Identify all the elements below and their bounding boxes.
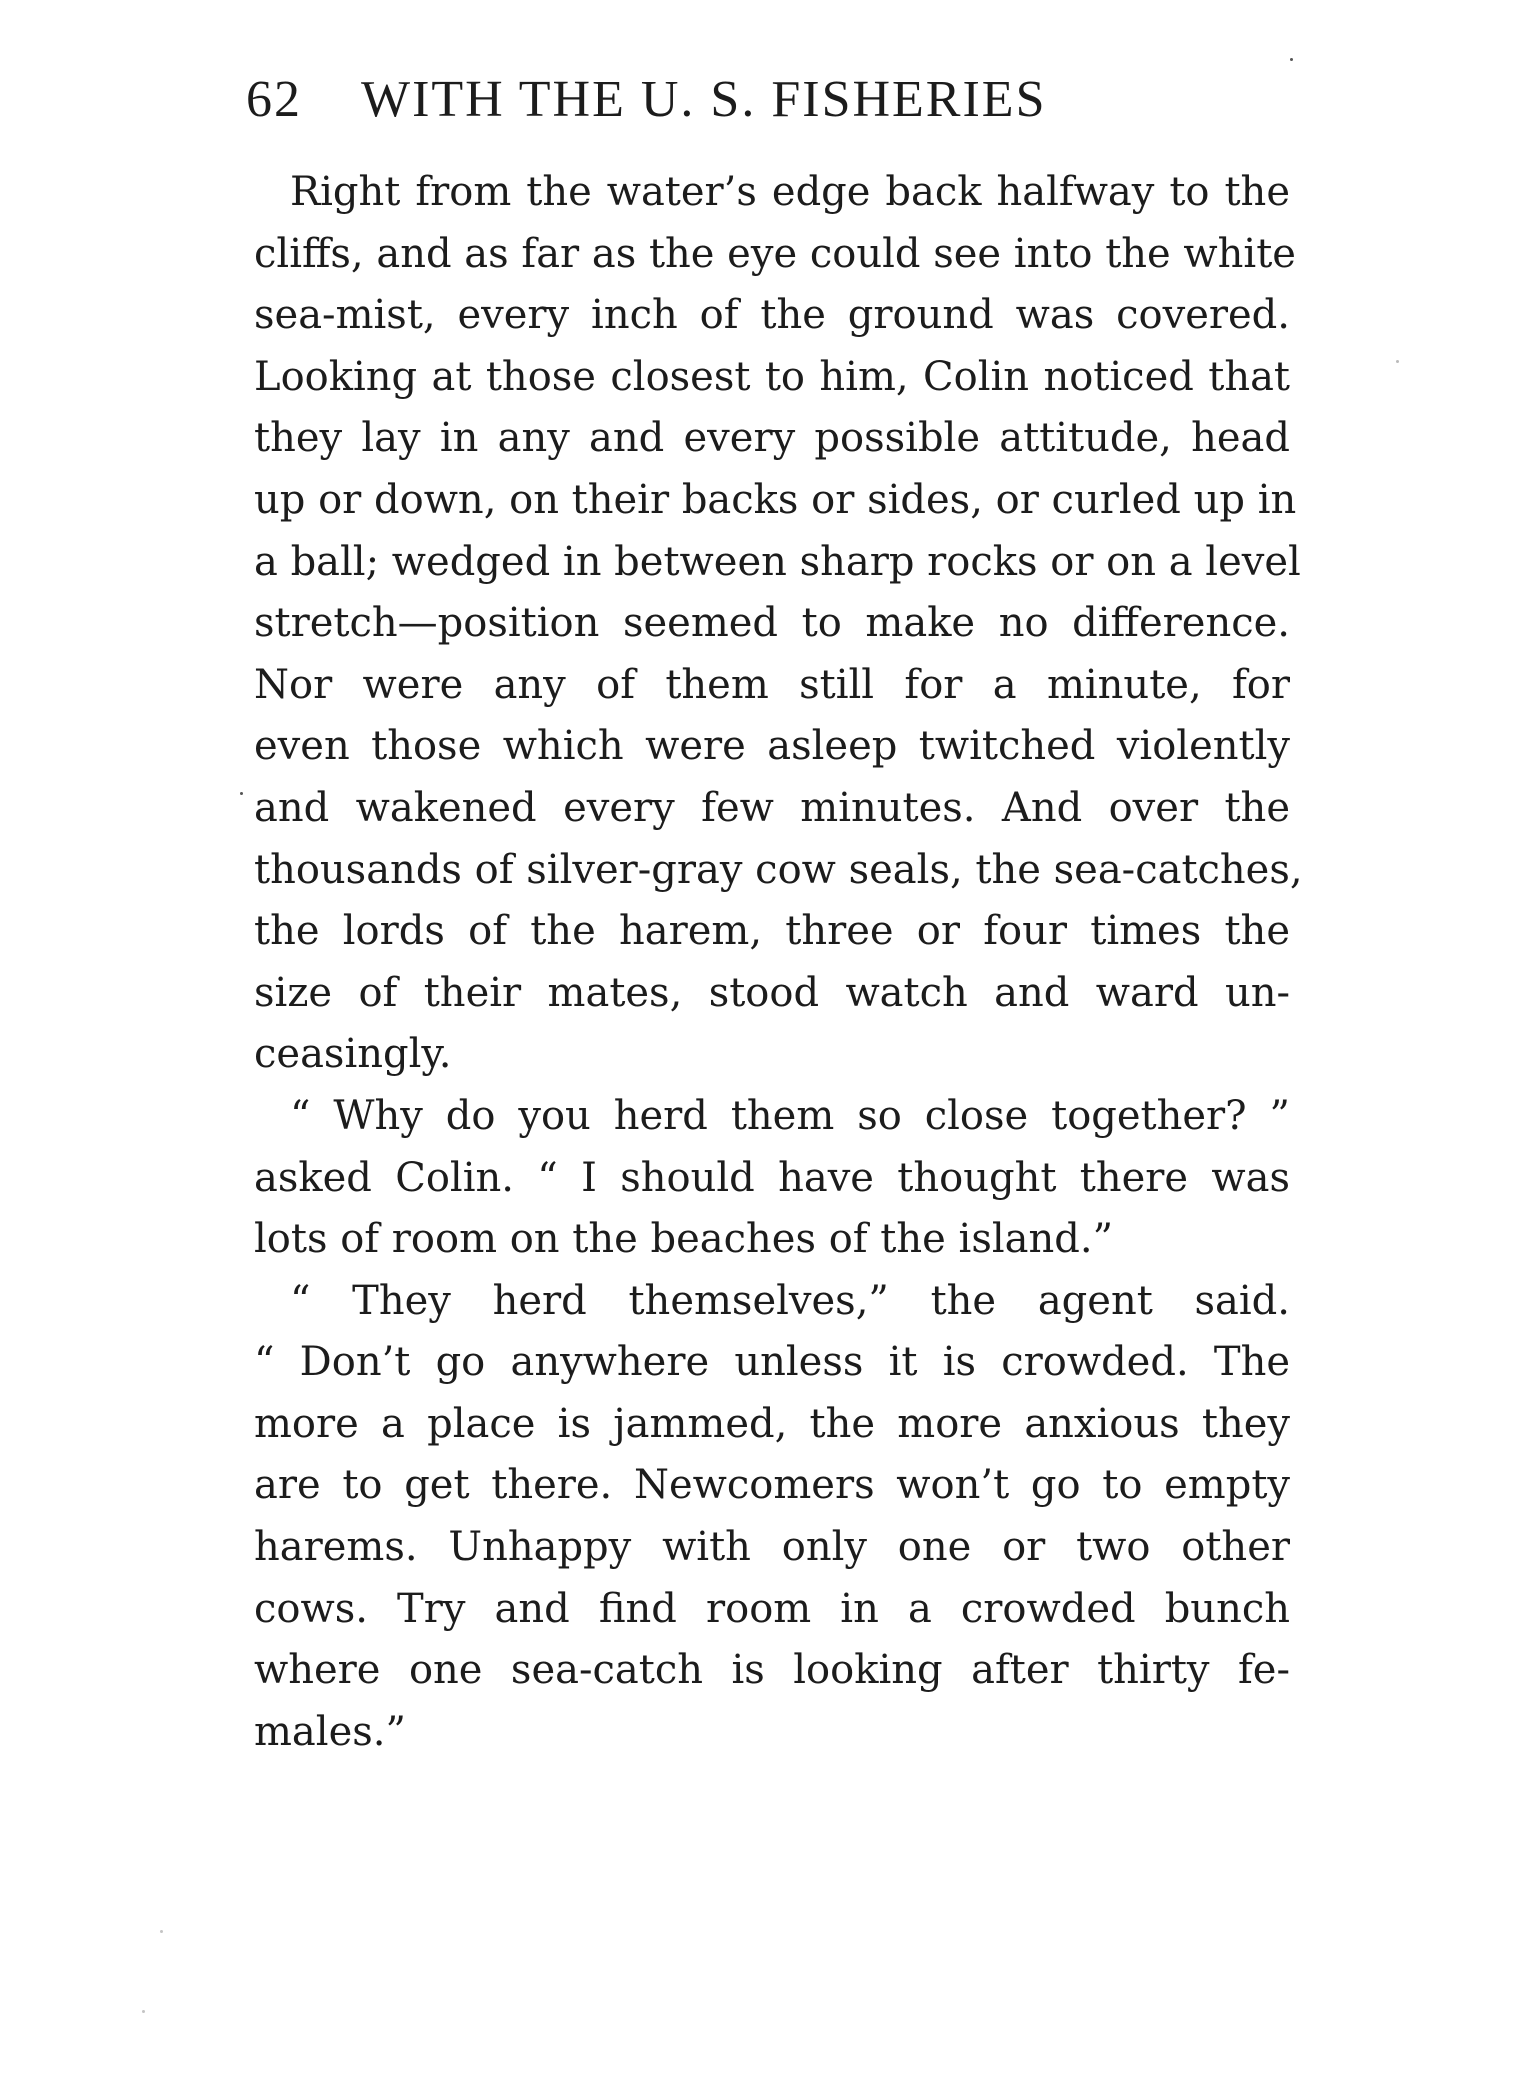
text-line: and wakened every few minutes. And over the (254, 784, 1290, 831)
text-line: “ They herd themselves,” the agent said. (290, 1277, 1290, 1324)
text-line: “ Don’t go anywhere unless it is crowded. The (254, 1339, 1290, 1386)
text-line: lots of room on the beaches of the island.” (254, 1216, 1114, 1263)
paragraph-2 (254, 1086, 1290, 1271)
body-text (254, 162, 1303, 1763)
text-line: they lay in any and every possible attitude, head (254, 415, 1290, 462)
text-line: ceasingly. (254, 1031, 452, 1078)
scan-speck (240, 792, 243, 795)
text-line: where one sea-catch is looking after thirty fe- (254, 1647, 1290, 1694)
scan-speck (160, 1930, 163, 1933)
text-line: a ball; wedged in between sharp rocks or on a level (254, 538, 1301, 585)
text-line: Nor were any of them still for a minute, for (254, 661, 1290, 708)
text-line: cliffs, and as far as the eye could see into the white (254, 230, 1296, 277)
page-number: 62 (246, 71, 302, 128)
text-line: the lords of the harem, three or four times the (254, 908, 1290, 955)
text-line: cows. Try and find room in a crowded bunch (254, 1585, 1290, 1632)
paragraph-1 (254, 162, 1303, 1086)
scan-speck (1290, 58, 1293, 61)
text-line: asked Colin. “ I should have thought there was (254, 1154, 1290, 1201)
text-line: are to get there. Newcomers won’t go to empty (254, 1462, 1290, 1509)
scan-speck (1396, 360, 1399, 363)
text-line: harems. Unhappy with only one or two other (254, 1524, 1290, 1571)
text-line: Looking at those closest to him, Colin noticed that (254, 353, 1290, 400)
text-line: stretch—position seemed to make no difference. (254, 600, 1290, 647)
text-line: Right from the water’s edge back halfway to the (290, 169, 1290, 215)
text-line: size of their mates, stood watch and ward un- (254, 969, 1290, 1016)
running-title: WITH THE U. S. FISHERIES (361, 71, 1047, 128)
text-line: more a place is jammed, the more anxious they (254, 1400, 1290, 1447)
text-line: up or down, on their backs or sides, or curled up in (254, 476, 1297, 523)
paragraph-3 (254, 1271, 1290, 1764)
text-line: males.” (254, 1708, 406, 1755)
text-line: “ Why do you herd them so close together? ” (290, 1092, 1290, 1139)
text-line: even those which were asleep twitched violently (254, 723, 1290, 770)
scan-speck (142, 2010, 145, 2013)
running-head (246, 70, 1186, 130)
text-line: sea-mist, every inch of the ground was covered. (254, 292, 1290, 339)
text-line: thousands of silver-gray cow seals, the sea-catches, (254, 846, 1303, 893)
